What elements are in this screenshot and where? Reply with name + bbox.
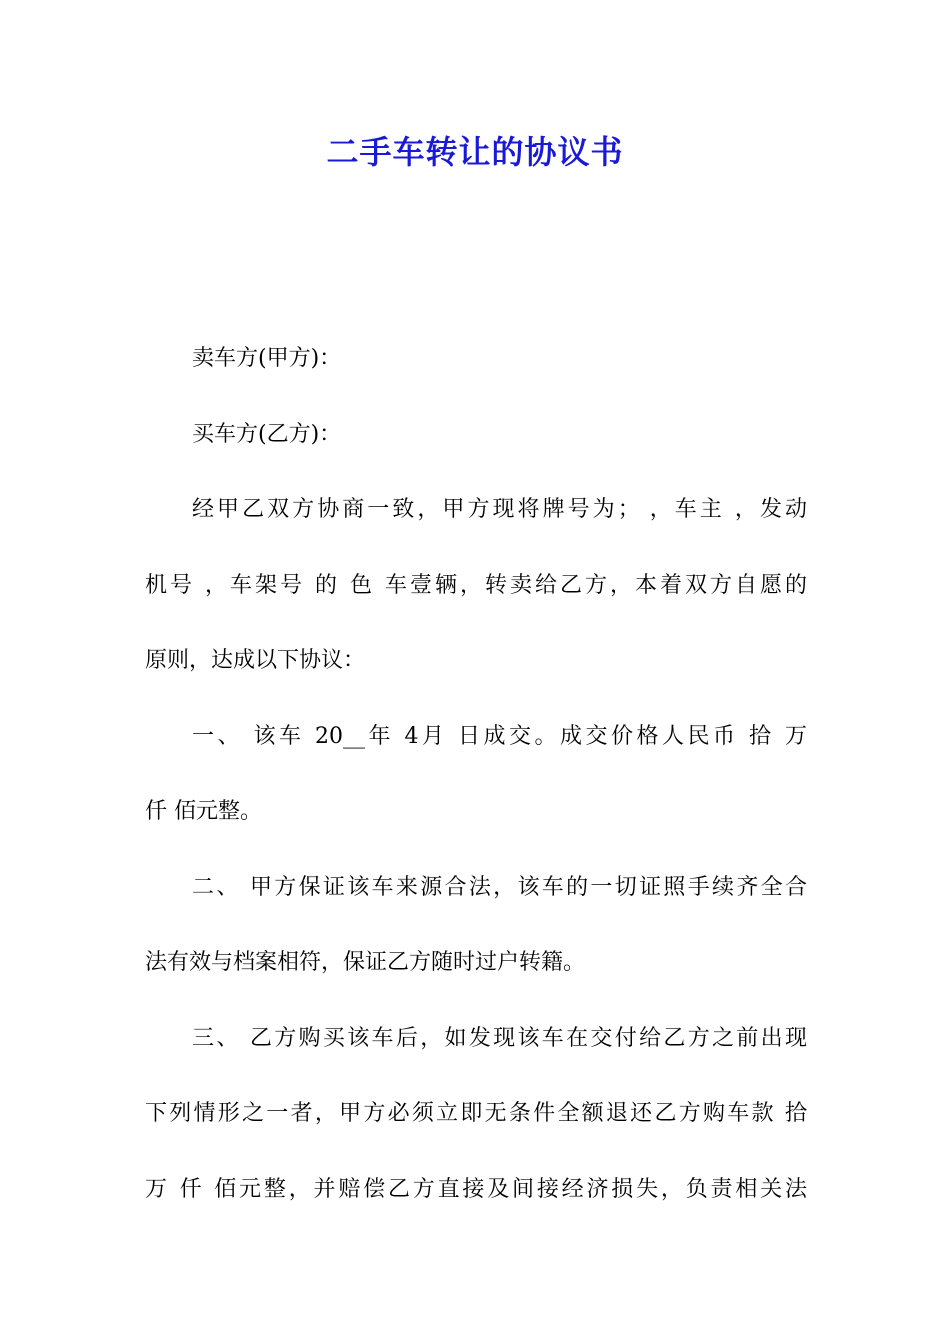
clause-1-line-1: 一、 该车 20__年 4月 日成交。成交价格人民币 拾 万 [192, 723, 807, 749]
buyer-line: 买车方(乙方)： [192, 421, 342, 447]
clause-3-line-1: 三、 乙方购买该车后，如发现该车在交付给乙方之前出现 [192, 1025, 807, 1051]
clause-3-line-2: 下列情形之一者，甲方必须立即无条件全额退还乙方购车款 拾 [145, 1101, 807, 1126]
intro-line-2: 机号 ，车架号 的 色 车壹辆，转卖给乙方，本着双方自愿的 [145, 572, 807, 598]
intro-line-3: 原则，达成以下协议： [145, 648, 366, 673]
document-body [145, 340, 807, 1246]
clause-2-line-1: 二、 甲方保证该车来源合法，该车的一切证照手续齐全合 [192, 874, 807, 900]
seller-line: 卖车方(甲方)： [192, 346, 342, 371]
intro-line-1: 经甲乙双方协商一致，甲方现将牌号为； ，车主 ，发动 [192, 497, 807, 522]
clause-3-line-3: 万 仟 佰元整，并赔偿乙方直接及间接经济损失，负责相关法 [145, 1176, 807, 1202]
clause-1-line-2: 仟 佰元整。 [145, 799, 262, 824]
clause-2-line-2: 法有效与档案相符，保证乙方随时过户转籍。 [145, 950, 586, 975]
document-title: 二手车转让的协议书 [326, 133, 624, 171]
